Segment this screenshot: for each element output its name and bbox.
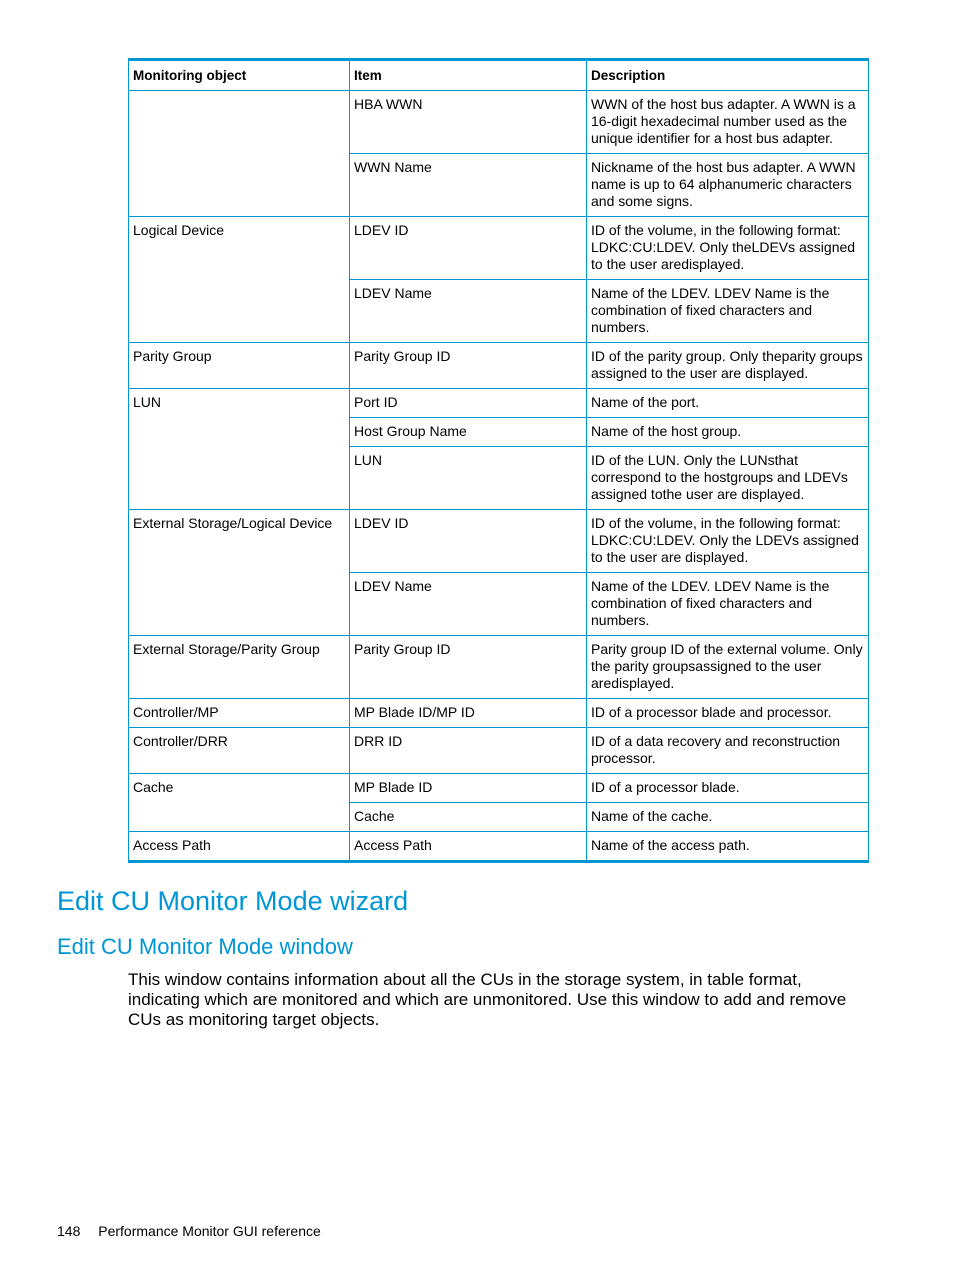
cell-monitoring-object: Access Path [129, 832, 350, 862]
cell-item: WWN Name [350, 154, 587, 217]
cell-item: LDEV ID [350, 510, 587, 573]
cell-item: Cache [350, 803, 587, 832]
table-row [129, 728, 869, 774]
cell-description: Name of the cache. [587, 803, 869, 832]
section-heading: Edit CU Monitor Mode wizard [57, 886, 409, 916]
table-row [129, 217, 869, 280]
cell-item: LDEV ID [350, 217, 587, 280]
header-description: Description [587, 60, 869, 91]
table-row [129, 91, 869, 154]
cell-item: LDEV Name [350, 280, 587, 343]
cell-monitoring-object [129, 91, 350, 217]
cell-description: Name of the host group. [587, 418, 869, 447]
cell-description: Name of the access path. [587, 832, 869, 862]
table-row [129, 636, 869, 699]
cell-monitoring-object: External Storage/Logical Device [129, 510, 350, 636]
cell-monitoring-object: Controller/MP [129, 699, 350, 728]
cell-description: ID of a processor blade and processor. [587, 699, 869, 728]
header-item: Item [350, 60, 587, 91]
header-monitoring-object: Monitoring object [129, 60, 350, 91]
page-number: 148 [57, 1223, 81, 1239]
table-row [129, 389, 869, 418]
table-row [129, 343, 869, 389]
table-row [129, 699, 869, 728]
cell-description: Name of the LDEV. LDEV Name is the combination of fixed characters and numbers. [587, 573, 869, 636]
table-row [129, 510, 869, 573]
cell-description: ID of the volume, in the following format: LDKC:CU:LDEV. Only theLDEVs assigned to the user aredisplayed. [587, 217, 869, 280]
table-header-row [129, 60, 869, 91]
cell-item: LDEV Name [350, 573, 587, 636]
cell-item: Parity Group ID [350, 343, 587, 389]
table-body [129, 91, 869, 862]
monitoring-table [128, 58, 869, 863]
cell-item: Access Path [350, 832, 587, 862]
cell-monitoring-object: Cache [129, 774, 350, 832]
cell-item: LUN [350, 447, 587, 510]
cell-item: HBA WWN [350, 91, 587, 154]
table-row [129, 774, 869, 803]
cell-monitoring-object: External Storage/Parity Group [129, 636, 350, 699]
cell-description: Nickname of the host bus adapter. A WWN name is up to 64 alphanumeric characters and some signs. [587, 154, 869, 217]
cell-description: Name of the LDEV. LDEV Name is the combination of fixed characters and numbers. [587, 280, 869, 343]
cell-description: Name of the port. [587, 389, 869, 418]
cell-item: DRR ID [350, 728, 587, 774]
cell-monitoring-object: LUN [129, 389, 350, 510]
cell-description: ID of a processor blade. [587, 774, 869, 803]
section-body: This window contains information about all the CUs in the storage system, in table format, indicating which are monitored and which are unmonitored. Use this window to add and remove CUs as monitoring target objects. [128, 970, 847, 1029]
cell-description: Parity group ID of the external volume. Only the parity groupsassigned to the user aredisplayed. [587, 636, 869, 699]
cell-description: ID of the volume, in the following format: LDKC:CU:LDEV. Only the LDEVs assigned to the user are displayed. [587, 510, 869, 573]
cell-monitoring-object: Parity Group [129, 343, 350, 389]
section-subheading: Edit CU Monitor Mode window [57, 934, 353, 959]
page-footer [57, 1223, 321, 1239]
cell-item: Host Group Name [350, 418, 587, 447]
cell-item: MP Blade ID/MP ID [350, 699, 587, 728]
cell-item: MP Blade ID [350, 774, 587, 803]
cell-item: Parity Group ID [350, 636, 587, 699]
cell-description: WWN of the host bus adapter. A WWN is a 16-digit hexadecimal number used as the unique identifier for a host bus adapter. [587, 91, 869, 154]
cell-description: ID of a data recovery and reconstruction processor. [587, 728, 869, 774]
footer-title: Performance Monitor GUI reference [98, 1223, 321, 1239]
cell-monitoring-object: Controller/DRR [129, 728, 350, 774]
cell-item: Port ID [350, 389, 587, 418]
cell-description: ID of the LUN. Only the LUNsthat correspond to the hostgroups and LDEVs assigned tothe user are displayed. [587, 447, 869, 510]
cell-monitoring-object: Logical Device [129, 217, 350, 343]
cell-description: ID of the parity group. Only theparity groups assigned to the user are displayed. [587, 343, 869, 389]
table-row [129, 832, 869, 862]
